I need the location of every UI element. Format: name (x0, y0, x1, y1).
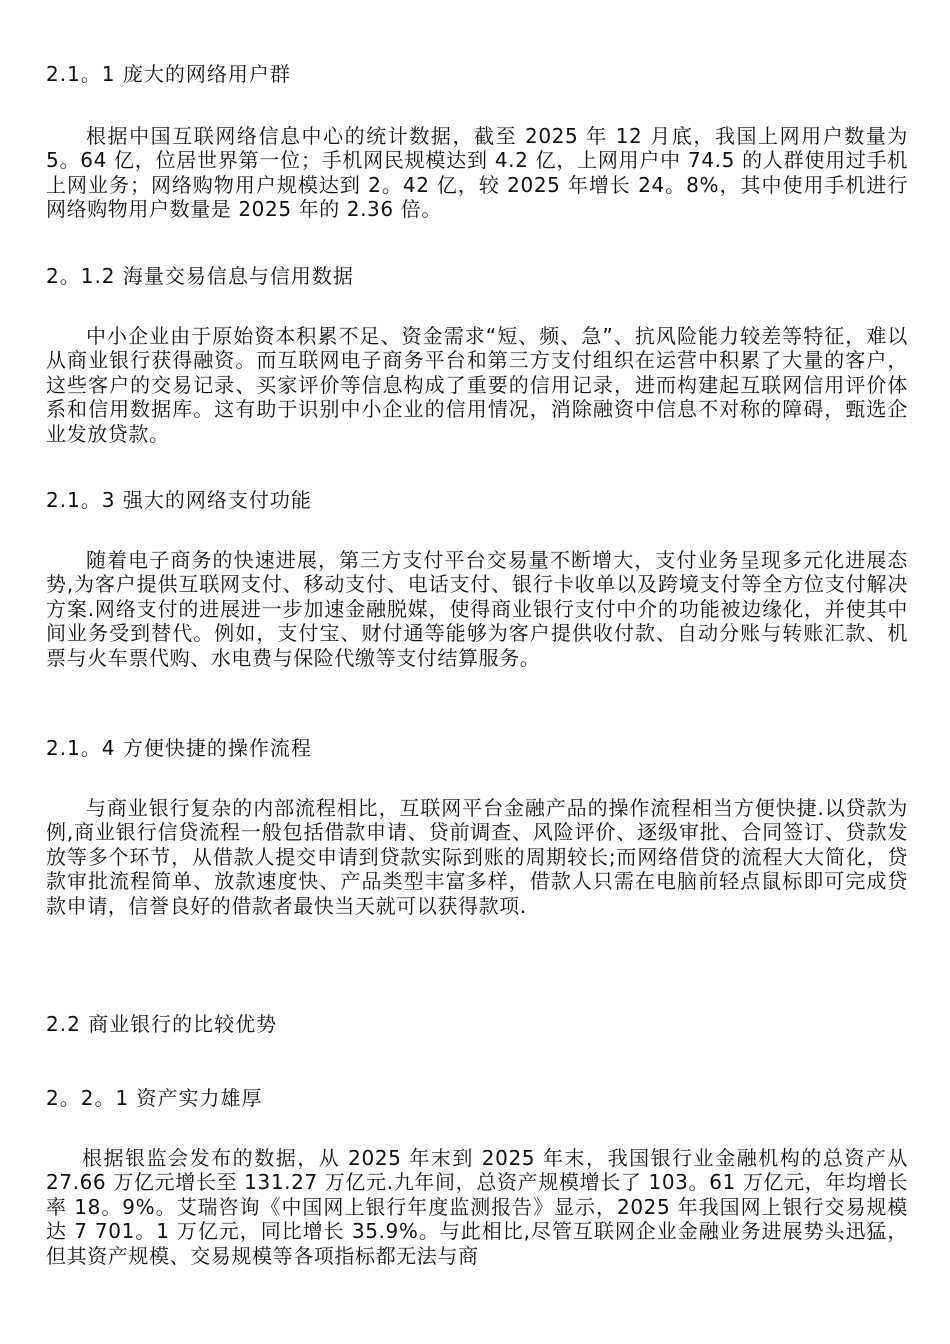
section-heading-2-2: 2.2 商业银行的比较优势 (46, 1012, 278, 1036)
section-heading-2-1-3: 2.1。3 强大的网络支付功能 (46, 488, 312, 512)
paragraph-2-2-1: 根据银监会发布的数据，从 2025 年末到 2025 年末，我国银行业金融机构的总资产从 27.66 万亿元增长至 131.27 万亿元.九年间，总资产规模增长了 103。61 万亿元，年均增长率 18。9%。艾瑞咨询《中国网上银行年度监测报告》显示，2025 年我国网上银行交易规模达 7 701。1 万亿元，同比增长 35.9%。与此相比,尽管互联网企业金融业务进展势头迅猛，但其资产规模、交易规模等各项指标都无法与商 (46, 1146, 908, 1268)
paragraph-2-1-3: 随着电子商务的快速进展，第三方支付平台交易量不断增大，支付业务呈现多元化进展态势,为客户提供互联网支付、移动支付、电话支付、银行卡收单以及跨境支付等全方位支付解决方案.网络支付的进展进一步加速金融脱媒，使得商业银行支付中介的功能被边缘化，并使其中间业务受到替代。例如，支付宝、财付通等能够为客户提供收付款、自动分账与转账汇款、机票与火车票代购、水电费与保险代缴等支付结算服务。 (46, 548, 908, 670)
paragraph-2-1-4: 与商业银行复杂的内部流程相比，互联网平台金融产品的操作流程相当方便快捷.以贷款为例,商业银行信贷流程一般包括借款申请、贷前调查、风险评价、逐级审批、合同签订、贷款发放等多个环节，从借款人提交申请到贷款实际到账的周期较长;而网络借贷的流程大大简化，贷款审批流程简单、放款速度快、产品类型丰富多样，借款人只需在电脑前轻点鼠标即可完成贷款申请，信誉良好的借款者最快当天就可以获得款项. (46, 796, 908, 918)
paragraph-2-1-2: 中小企业由于原始资本积累不足、资金需求“短、频、急”、抗风险能力较差等特征，难以从商业银行获得融资。而互联网电子商务平台和第三方支付组织在运营中积累了大量的客户，这些客户的交易记录、买家评价等信息构成了重要的信用记录，进而构建起互联网信用评价体系和信用数据库。这有助于识别中小企业的信用情况，消除融资中信息不对称的障碍，甄选企业发放贷款。 (46, 324, 908, 446)
section-heading-2-1-4: 2.1。4 方便快捷的操作流程 (46, 736, 312, 760)
paragraph-2-1-1: 根据中国互联网络信息中心的统计数据，截至 2025 年 12 月底，我国上网用户数量为 5。64 亿，位居世界第一位；手机网民规模达到 4.2 亿，上网用户中 74.5 的人群使用过手机上网业务；网络购物用户规模达到 2。42 亿，较 2025 年增长 24。8%，其中使用手机进行网络购物用户数量是 2025 年的 2.36 倍。 (46, 124, 908, 222)
section-heading-2-2-1: 2。2。1 资产实力雄厚 (46, 1086, 263, 1110)
section-heading-2-1-2: 2。1.2 海量交易信息与信用数据 (46, 264, 354, 288)
section-heading-2-1-1: 2.1。1 庞大的网络用户群 (46, 62, 291, 86)
